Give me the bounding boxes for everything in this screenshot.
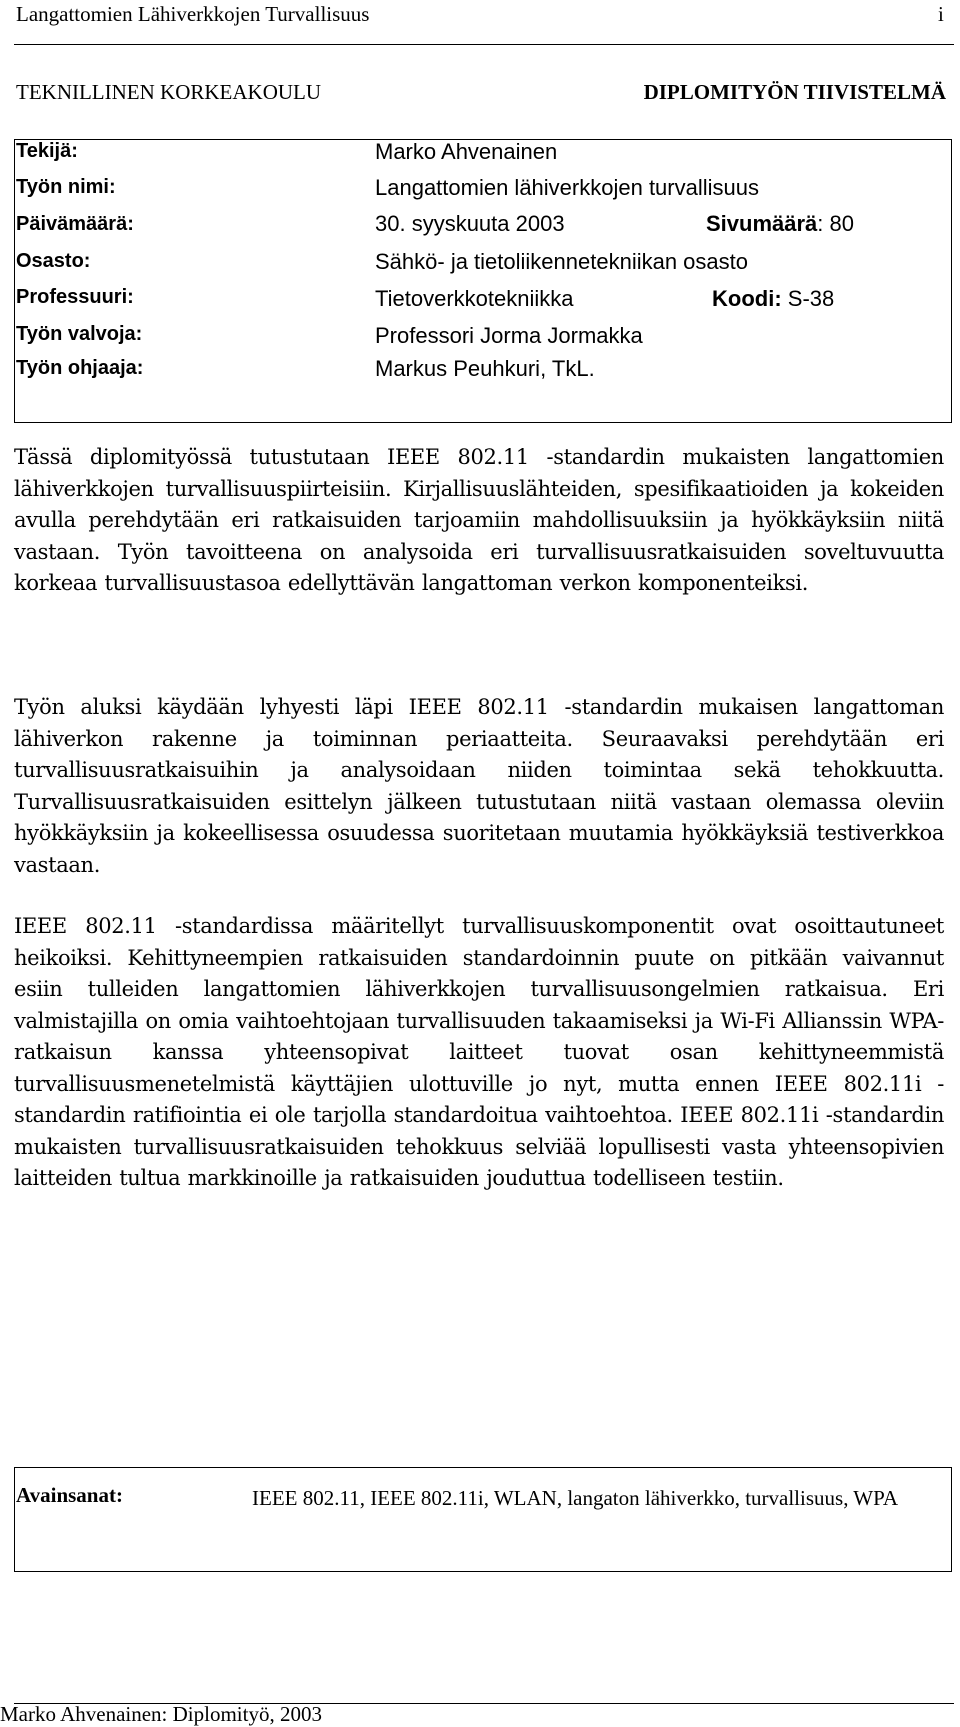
keywords-value: IEEE 802.11, IEEE 802.11i, WLAN, langaton lähiverkko, turvallisuus, WPA [252, 1486, 899, 1510]
page-count-value: : 80 [817, 211, 854, 236]
instructor-value: Markus Peuhkuri, TkL. [375, 356, 595, 381]
instructor-label: Työn ohjaaja: [16, 357, 144, 379]
abstract-paragraph-1 [14, 442, 944, 600]
header-rule [14, 44, 954, 45]
abstract-text-1: Tässä diplomityössä tutustutaan IEEE 802.11 -standardin mukaisten langattomien lähiverkkojen turvallisuuspiirteisiin. Kirjallisuuslähteiden, spesifikaatioiden ja kokeiden avulla perehdytään eri ratkaisuiden tarjoamiin mahdollisuuksiin ja hyökkäyksiin niitä vastaan. Työn tavoitteena on analysoida eri turvallisuusratkaisuiden soveltuvuutta korkeaa turvallisuustasoa edellyttävän langattoman verkon komponenteiksi. [14, 445, 944, 595]
author-value: Marko Ahvenainen [375, 139, 558, 164]
supervisor-value: Professori Jorma Jormakka [375, 323, 643, 348]
abstract-text-3: IEEE 802.11 -standardissa määritellyt turvallisuuskomponentit ovat osoittautuneet heikoiksi. Kehittyneempien ratkaisuiden standardoinnin puute on pitkään vaivannut esiin tulleiden langattomien lähiverkkojen turvallisuusongelmien ratkaisua. Eri valmistajilla on omia vaihtoehtojaan turvallisuuden takaamiseksi ja Wi-Fi Allianssin WPA-ratkaisun kanssa yhteensopivat laitteet tuovat osan kehittyneemmistä turvallisuusmenetelmistä käyttäjien ulottuville jo nyt, mutta ennen IEEE 802.11i -standardin ratifiointia ei ole tarjolla standardoitua vaihtoehtoa. IEEE 802.11i -standardin mukaisten turvallisuusratkaisuiden tehokkuus selviää lopullisesti vasta yhteensopivien laitteiden tultua markkinoille ja ratkaisuiden jouduttua todelliseen testiin. [14, 914, 944, 1190]
title-label: Työn nimi: [16, 176, 116, 198]
date-value: 30. syyskuuta 2003 [375, 211, 565, 236]
running-header-title: Langattomien Lähiverkkojen Turvallisuus [16, 2, 370, 26]
course-code-value: S-38 [781, 286, 835, 311]
abstract-paragraph-3 [14, 911, 944, 1195]
footer-text: Marko Ahvenainen: Diplomityö, 2003 [0, 1702, 322, 1726]
course-code-label: Koodi: [712, 286, 782, 311]
date-label: Päivämäärä: [16, 213, 134, 235]
abstract-paragraph-2 [14, 692, 944, 881]
title-value: Langattomien lähiverkkojen turvallisuus [375, 175, 759, 200]
document-type: DIPLOMITYÖN TIIVISTELMÄ [643, 80, 946, 104]
page-count [706, 211, 854, 237]
department-value: Sähkö- ja tietoliikennetekniikan osasto [375, 249, 749, 274]
professorship-value: Tietoverkkotekniikka [375, 286, 574, 311]
page-number: i [938, 2, 944, 26]
department-label: Osasto: [16, 250, 91, 272]
course-code [712, 286, 834, 312]
school-name: TEKNILLINEN KORKEAKOULU [16, 80, 322, 104]
author-label: Tekijä: [16, 140, 78, 162]
supervisor-label: Työn valvoja: [16, 323, 143, 345]
page-count-label: Sivumäärä [706, 211, 818, 236]
professorship-label: Professuuri: [16, 286, 134, 308]
abstract-text-2: Työn aluksi käydään lyhyesti läpi IEEE 802.11 -standardin mukaisen langattoman lähiverkon rakenne ja toiminnan periaatteita. Seuraavaksi perehdytään eri turvallisuusratkaisuihin ja analysoidaan niiden toimintaa sekä tehokkuutta. Turvallisuusratkaisuiden esittelyn jälkeen tutustutaan niitä vastaan olemassa oleviin hyökkäyksiin ja kokeellisessa osuudessa suoritetaan muutamia hyökkäyksiä testiverkkoa vastaan. [14, 695, 944, 877]
keywords-label: Avainsanat: [16, 1483, 123, 1507]
